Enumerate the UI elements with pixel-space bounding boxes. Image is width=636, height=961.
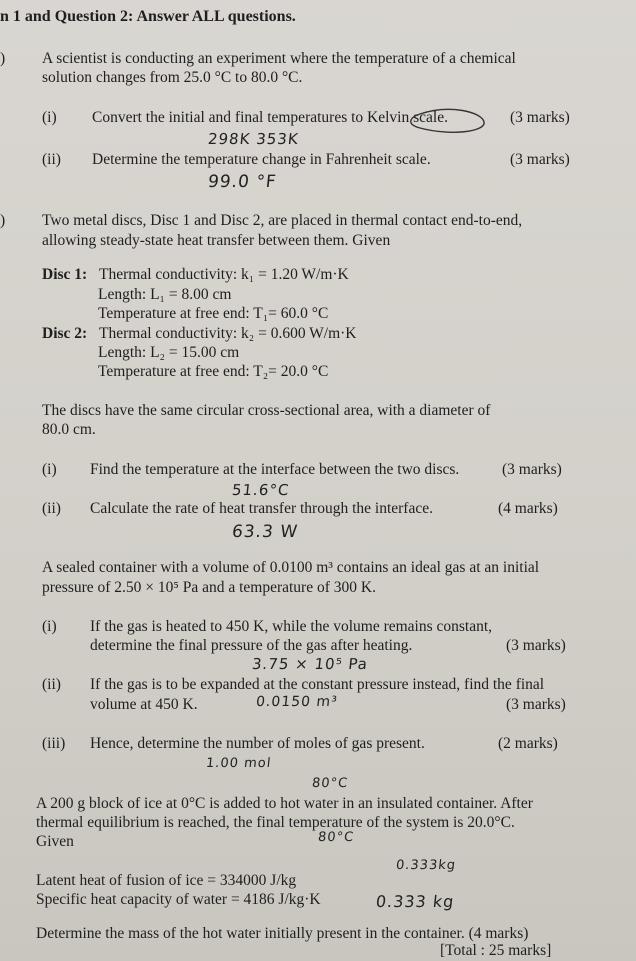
question-b-ii-text: Calculate the rate of heat transfer through the interface. [90,500,433,517]
answer-c-iii: 1.00 mol [205,756,273,771]
question-a-i-text: Convert the initial and final temperatures to Kelvin scale. [92,109,448,126]
answer-c-ii: 0.0150 m³ [255,694,339,710]
question-b-line1: Two metal discs, Disc 1 and Disc 2, are placed in thermal contact end-to-end, [42,212,523,229]
latent-heat: Latent heat of fusion of ice = 334000 J/kg [36,872,297,889]
page-header: n 1 and Question 2: Answer ALL questions. [0,8,296,25]
disc2-title: Disc 2: [42,325,88,342]
note-d-mid: 80°C [317,830,355,845]
question-d-line2: thermal equilibrium is reached, the final temperature of the system is 20.0°C. [36,814,515,831]
question-b-i-label: (i) [42,461,57,478]
question-c-ii-line2: volume at 450 K. [90,696,198,713]
question-b-line2: allowing steady-state heat transfer between them. Given [42,232,391,249]
disc1-length: Length: L₁ = 8.00 cm [98,286,232,303]
question-b-area-line1: The discs have the same circular cross-sectional area, with a diameter of [42,402,491,419]
disc1-temperature: Temperature at free end: T₁= 60.0 °C [98,305,329,322]
specific-heat: Specific heat capacity of water = 4186 J/kg·K [36,891,321,908]
question-a-ii-text: Determine the temperature change in Fahrenheit scale. [92,151,431,168]
question-b-i-text: Find the temperature at the interface between the two discs. [90,461,460,478]
question-c-ii-marks: (3 marks) [506,696,566,713]
handwritten-circle-mark [300,106,490,140]
question-c-i-line2: determine the final pressure of the gas after heating. [90,637,413,654]
question-c-i-line1: If the gas is heated to 450 K, while the volume remains constant, [90,618,493,635]
question-c-iii-label: (iii) [42,735,66,752]
note-d-top: 80°C [311,776,349,791]
question-d-line3: Given [36,833,74,850]
note-specific: 0.333 kg [375,892,456,911]
question-b-ii-label: (ii) [42,500,61,517]
disc1-title: Disc 1: [42,266,88,283]
question-a-label: ) [0,50,6,67]
question-d-task: Determine the mass of the hot water initially present in the container. (4 marks) [36,925,529,942]
answer-a-i: 298K 353K [207,130,300,148]
question-a-i-label: (i) [42,109,57,126]
note-latent: 0.333kg [395,858,457,873]
question-a-ii-marks: (3 marks) [510,151,570,168]
answer-a-ii: 99.0 °F [206,172,278,192]
question-c-line1: A sealed container with a volume of 0.0100 m³ contains an ideal gas at an initial [42,559,540,576]
question-d-line1: A 200 g block of ice at 0°C is added to hot water in an insulated container. After [36,795,533,812]
question-c-line2: pressure of 2.50 × 10⁵ Pa and a temperature of 300 K. [42,579,376,596]
disc2-conductivity: Thermal conductivity: k₂ = 0.600 W/m·K [99,325,357,342]
question-b-i-marks: (3 marks) [502,461,562,478]
question-c-ii-label: (ii) [42,676,61,693]
disc2-temperature: Temperature at free end: T₂= 20.0 °C [98,363,329,380]
disc2-length: Length: L₂ = 15.00 cm [98,344,240,361]
total-marks: [Total : 25 marks] [440,942,552,959]
answer-b-i: 51.6°C [231,481,291,499]
question-b-label: ) [0,212,6,229]
question-c-ii-line1: If the gas is to be expanded at the constant pressure instead, find the final [90,676,545,693]
answer-b-ii: 63.3 W [230,522,300,542]
question-b-area-line2: 80.0 cm. [42,421,96,438]
question-c-i-marks: (3 marks) [506,637,566,654]
disc1-conductivity: Thermal conductivity: k₁ = 1.20 W/m·K [99,266,349,283]
question-a-line2: solution changes from 25.0 °C to 80.0 °C. [42,69,303,86]
answer-c-i: 3.75 × 10⁵ Pa [251,655,369,673]
question-c-i-label: (i) [42,618,57,635]
question-a-line1: A scientist is conducting an experiment where the temperature of a chemical [42,50,516,67]
question-a-i-marks: (3 marks) [510,109,570,126]
question-a-ii-label: (ii) [42,151,61,168]
question-c-iii-marks: (2 marks) [498,735,558,752]
question-b-ii-marks: (4 marks) [498,500,558,517]
question-c-iii-text: Hence, determine the number of moles of gas present. [90,735,425,752]
